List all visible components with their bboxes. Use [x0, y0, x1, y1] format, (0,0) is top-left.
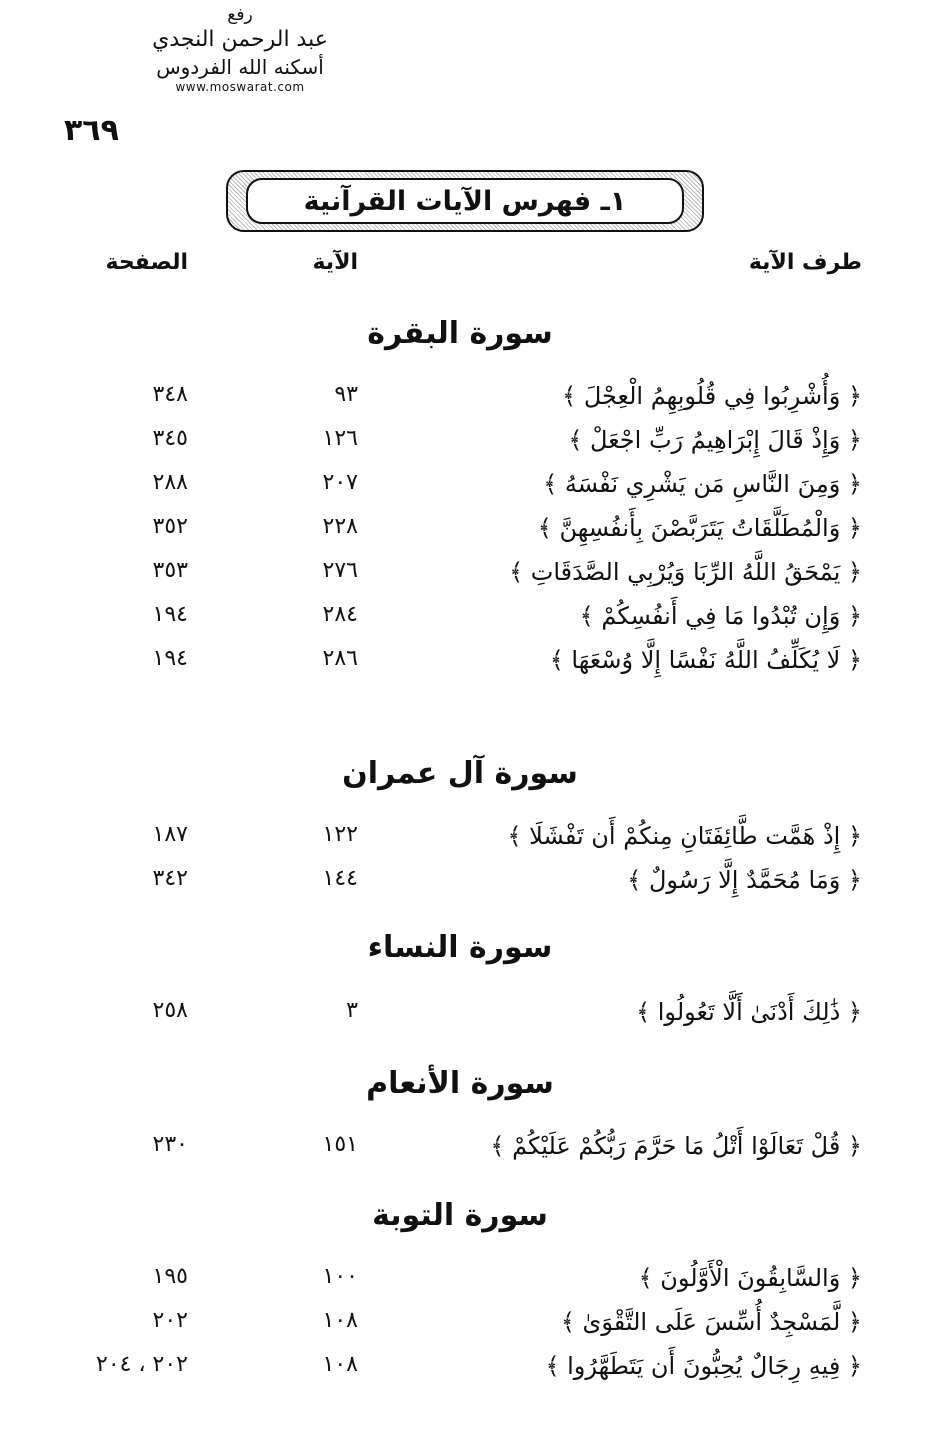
index-row [0, 1352, 940, 1392]
page-ref: ٣٤٢ [152, 866, 188, 891]
verse-start: ﴿ قُلْ تَعَالَوْا أَتْلُ مَا حَرَّمَ رَبُّكُمْ عَلَيْكُمْ ﴾ [490, 1132, 862, 1160]
page-ref: ٢٠٢ [152, 1308, 188, 1333]
verse-start: ﴿ وَمِنَ النَّاسِ مَن يَشْرِي نَفْسَهُ ﴾ [543, 470, 862, 498]
ayah-number: ١٠٠ [322, 1264, 358, 1289]
ayah-number: ٩٣ [334, 382, 358, 407]
page-number: ٣٦٩ [64, 113, 119, 148]
ayah-number: ٢٠٧ [322, 470, 358, 495]
ayah-number: ١٢٢ [322, 822, 358, 847]
ayah-number: ٣ [346, 998, 358, 1023]
page-ref: ١٩٤ [152, 646, 188, 671]
verse-start: ﴿ ذَٰلِكَ أَدْنَىٰ أَلَّا تَعُولُوا ﴾ [636, 998, 862, 1026]
verse-start: ﴿ لَا يُكَلِّفُ اللَّهُ نَفْسًا إِلَّا وُسْعَهَا ﴾ [549, 646, 862, 674]
ayah-number: ٢٨٤ [322, 602, 358, 627]
ayah-number: ٢٨٦ [322, 646, 358, 671]
stamp-line-3: أسكنه الله الفردوس [156, 55, 324, 79]
ayah-number: ١٢٦ [322, 426, 358, 451]
page-ref: ١٩٤ [152, 602, 188, 627]
index-row [0, 1264, 940, 1304]
page-title: ١ـ فهرس الآيات القرآنية [246, 178, 684, 224]
header-page: الصفحة [105, 250, 188, 275]
header-ayah: الآية [312, 250, 358, 275]
page-ref: ٣٤٥ [152, 426, 188, 451]
header-verse: طرف الآية [748, 250, 862, 275]
index-row [0, 646, 940, 686]
index-row [0, 470, 940, 510]
page-ref: ٣٤٨ [152, 382, 188, 407]
index-row [0, 1308, 940, 1348]
page-ref: ١٨٧ [152, 822, 188, 847]
stamp-line-2: عبد الرحمن النجدي [152, 27, 328, 52]
index-row [0, 602, 940, 642]
watermark-stamp [125, 4, 355, 104]
index-row [0, 998, 940, 1038]
ayah-number: ٢٧٦ [322, 558, 358, 583]
ayah-number: ١٥١ [322, 1132, 358, 1157]
ayah-number: ٢٢٨ [322, 514, 358, 539]
surah-heading: سورة التوبة [372, 1198, 548, 1233]
verse-start: ﴿ وَالْمُطَلَّقَاتُ يَتَرَبَّصْنَ بِأَنفُسِهِنَّ ﴾ [537, 514, 862, 542]
surah-heading: سورة آل عمران [342, 756, 578, 791]
stamp-site: www.moswarat.com [175, 80, 305, 94]
ayah-number: ١٠٨ [322, 1352, 358, 1377]
page-ref: ١٩٥ [152, 1264, 188, 1289]
ayah-number: ١٠٨ [322, 1308, 358, 1333]
index-row [0, 382, 940, 422]
page-ref: ٢٠٢ ، ٢٠٤ [96, 1352, 188, 1377]
verse-start: ﴿ وَالسَّابِقُونَ الْأَوَّلُونَ ﴾ [638, 1264, 862, 1292]
index-row [0, 1132, 940, 1172]
page-ref: ٢٨٨ [152, 470, 188, 495]
verse-start: ﴿ وَمَا مُحَمَّدٌ إِلَّا رَسُولٌ ﴾ [627, 866, 862, 894]
verse-start: ﴿ وَأُشْرِبُوا فِي قُلُوبِهِمُ الْعِجْلَ ﴾ [562, 382, 862, 410]
verse-start: ﴿ لَّمَسْجِدٌ أُسِّسَ عَلَى التَّقْوَىٰ ﴾ [560, 1308, 862, 1336]
surah-heading: سورة النساء [367, 930, 553, 965]
index-row [0, 558, 940, 598]
ayah-number: ١٤٤ [322, 866, 358, 891]
page-ref: ٢٥٨ [152, 998, 188, 1023]
verse-start: ﴿ فِيهِ رِجَالٌ يُحِبُّونَ أَن يَتَطَهَّرُوا ﴾ [545, 1352, 862, 1380]
stamp-line-1: رفع [227, 5, 253, 25]
verse-start: ﴿ يَمْحَقُ اللَّهُ الرِّبَا وَيُرْبِي الصَّدَقَاتِ ﴾ [509, 558, 862, 586]
verse-start: ﴿ وَإِذْ قَالَ إِبْرَاهِيمُ رَبِّ اجْعَلْ ﴾ [568, 426, 862, 454]
verse-start: ﴿ إِذْ هَمَّت طَّائِفَتَانِ مِنكُمْ أَن تَفْشَلَا ﴾ [507, 822, 862, 850]
surah-heading: سورة الأنعام [366, 1066, 554, 1101]
index-row [0, 514, 940, 554]
surah-heading: سورة البقرة [367, 316, 553, 351]
page-ref: ٢٣٠ [152, 1132, 188, 1157]
index-row [0, 866, 940, 906]
page-ref: ٣٥٣ [152, 558, 188, 583]
verse-start: ﴿ وَإِن تُبْدُوا مَا فِي أَنفُسِكُمْ ﴾ [579, 602, 862, 630]
index-row [0, 822, 940, 862]
index-row [0, 426, 940, 466]
page-ref: ٣٥٢ [152, 514, 188, 539]
